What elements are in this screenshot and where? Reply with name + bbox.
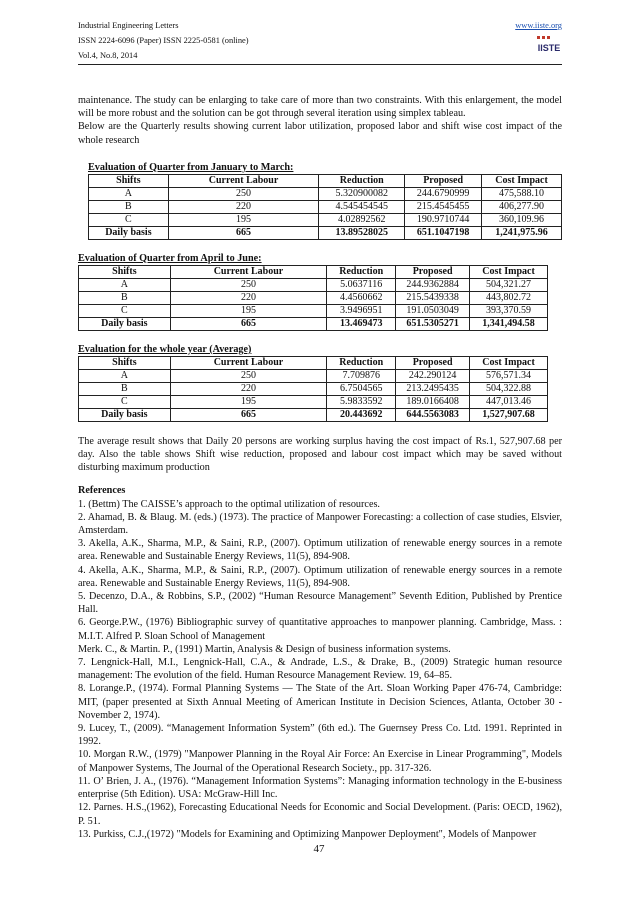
- reference-item: 10. Morgan R.W., (1979) "Manpower Planning in the Royal Air Force: An Exercise in Linear Programming", Models of Manpower Systems, The Journal of the Operational Research Society., pp. 317-326.: [78, 749, 562, 774]
- column-header: Cost Impact: [470, 356, 548, 369]
- column-header: Cost Impact: [482, 174, 562, 187]
- table-row: [79, 278, 548, 291]
- table-cell: C: [79, 395, 171, 408]
- table-row: [89, 213, 562, 226]
- table-cell: Daily basis: [89, 226, 169, 239]
- svg-text:IISTE: IISTE: [537, 43, 561, 53]
- table-cell: 443,802.72: [470, 291, 548, 304]
- column-header: Cost Impact: [470, 265, 548, 278]
- table-row: [79, 395, 548, 408]
- journal-name: Industrial Engineering Letters: [78, 21, 179, 30]
- table-cell: 250: [170, 278, 327, 291]
- column-header: Shifts: [89, 174, 169, 187]
- table-cell: 6.7504565: [327, 382, 396, 395]
- table-cell: 220: [168, 200, 319, 213]
- table-cell: 1,341,494.58: [470, 317, 548, 330]
- table-cell: 665: [170, 317, 327, 330]
- column-header: Proposed: [396, 265, 470, 278]
- table-cell: 651.5305271: [396, 317, 470, 330]
- table-total-row: [79, 408, 548, 421]
- table-cell: 4.4560662: [327, 291, 396, 304]
- table-cell: Daily basis: [79, 317, 171, 330]
- table-cell: C: [79, 304, 171, 317]
- table-total-row: [89, 226, 562, 239]
- table-row: [89, 200, 562, 213]
- reference-item: 9. Lucey, T., (2009). “Management Information System” (6th ed.). The Guernsey Press Co. Ltd. 1991. Reprinted in 1992.: [78, 723, 562, 748]
- intro-paragraph-1: maintenance. The study can be enlarging to take care of more than two constraints. With this enlargement, the model will be more robust and the solution can be got through several iteration using simplex tableau.: [78, 95, 562, 120]
- results-table-q2: [78, 265, 548, 331]
- reference-item: 11. O’ Brien, J. A., (1976). “Management Information Systems”: Managing information technology in the E-business enterprise (5th Edition). USA: McGraw-Hill Inc.: [78, 775, 562, 801]
- table-header-row: [79, 265, 548, 278]
- column-header: Current Labour: [170, 265, 327, 278]
- table-cell: B: [89, 200, 169, 213]
- table-cell: 213.2495435: [396, 382, 470, 395]
- page-body: [78, 94, 562, 841]
- table-caption: Evaluation of Quarter from January to March:: [88, 161, 294, 173]
- table-cell: 20.443692: [327, 408, 396, 421]
- reference-item: 1. (Bettm) The CAISSE’s approach to the optimal utilization of resources.: [78, 498, 380, 510]
- table-cell: 665: [168, 226, 319, 239]
- table-block-1: [88, 161, 562, 240]
- table-cell: 5.320900082: [319, 187, 405, 200]
- table-cell: B: [79, 291, 171, 304]
- table-cell: 504,322.88: [470, 382, 548, 395]
- column-header: Reduction: [319, 174, 405, 187]
- table-cell: 215.4545455: [405, 200, 482, 213]
- table-cell: 244.6790999: [405, 187, 482, 200]
- table-row: [89, 187, 562, 200]
- page-header: [78, 18, 562, 63]
- table-cell: 1,241,975.96: [482, 226, 562, 239]
- header-rule: [78, 64, 562, 65]
- table-block-2: [78, 252, 562, 331]
- table-cell: 189.0166408: [396, 395, 470, 408]
- table-cell: 475,588.10: [482, 187, 562, 200]
- summary-paragraph: The average result shows that Daily 20 persons are working surplus having the cost impact of Rs.1, 527,907.68 per day. Also the table shows Shift wise reduction, proposed and labour cost impact which may be saved without disturbing maximum production: [78, 435, 562, 474]
- table-cell: 13.89528025: [319, 226, 405, 239]
- table-cell: 13.469473: [327, 317, 396, 330]
- reference-item: 12. Parnes. H.S.,(1962), Forecasting Educational Needs for Economic and Social Development. (Paris: OECD, 1962), P. 51.: [78, 802, 562, 827]
- reference-item: 13. Purkiss, C.J.,(1972) "Models for Examining and Optimizing Manpower Deployment", Models of Manpower: [78, 828, 537, 840]
- iiste-logo-icon: [536, 34, 562, 54]
- table-cell: 195: [168, 213, 319, 226]
- table-row: [79, 369, 548, 382]
- table-cell: 242.290124: [396, 369, 470, 382]
- reference-item: 7. Lengnick-Hall, M.I., Lengnick-Hall, C.A., & Andrade, L.S., & Drake, B., (2009) Strategic human resource management: The evolution of the field. Human Resource Management Review. 19, 64–85.: [78, 657, 562, 682]
- table-block-3: [78, 343, 562, 422]
- table-cell: B: [79, 382, 171, 395]
- table-cell: Daily basis: [79, 408, 171, 421]
- references-heading: References: [78, 485, 126, 497]
- table-cell: 447,013.46: [470, 395, 548, 408]
- table-cell: 220: [170, 291, 327, 304]
- table-cell: 3.9496951: [327, 304, 396, 317]
- reference-item: 8. Lorange.P., (1974). Formal Planning Systems — The State of the Art. Sloan Working Paper 476-74, Cambridge: MIT, (paper presented at Sixth Annual Meeting of American Institute in Decision Sciences, Atlanta, October 30 - November 2, 1974).: [78, 683, 562, 721]
- table-cell: 220: [170, 382, 327, 395]
- column-header: Proposed: [396, 356, 470, 369]
- volume-line: Vol.4, No.8, 2014: [78, 51, 138, 60]
- reference-list: [78, 498, 562, 841]
- intro-paragraph-2: Below are the Quarterly results showing current labor utilization, proposed labor and shift wise cost impact of the whole research: [78, 121, 562, 146]
- table-row: [79, 382, 548, 395]
- table-cell: 576,571.34: [470, 369, 548, 382]
- table-header-row: [89, 174, 562, 187]
- table-header-row: [79, 356, 548, 369]
- table-cell: A: [79, 278, 171, 291]
- table-cell: 644.5563083: [396, 408, 470, 421]
- table-cell: 195: [170, 304, 327, 317]
- table-cell: A: [79, 369, 171, 382]
- table-caption: Evaluation for the whole year (Average): [78, 343, 252, 355]
- column-header: Proposed: [405, 174, 482, 187]
- reference-item: 2. Ahamad, B. & Blaug. M. (eds.) (1973). The practice of Manpower Forecasting: a collection of case studies, Elsvier, Amsterdam.: [78, 511, 562, 537]
- table-cell: 7.709876: [327, 369, 396, 382]
- column-header: Reduction: [327, 356, 396, 369]
- results-table-q1: [88, 174, 562, 240]
- table-row: [79, 304, 548, 317]
- reference-item: 4. Akella, A.K., Sharma, M.P., & Saini, R.P., (2007). Optimum utilization of renewable energy sources in a remote area. Renewable and Sustainable Energy Reviews, 11(5), 894-908.: [78, 564, 562, 589]
- reference-item: 5. Decenzo, D.A., & Robbins, S.P., (2002) “Human Resource Management” Seventh Edition, Published by Prentice Hall.: [78, 591, 562, 616]
- reference-item: Merk. C., & Martin. P., (1991) Martin, Analysis & Design of business information systems.: [78, 643, 451, 655]
- table-cell: 393,370.59: [470, 304, 548, 317]
- table-cell: 406,277.90: [482, 200, 562, 213]
- table-caption: Evaluation of Quarter from April to June:: [78, 252, 262, 264]
- table-cell: 4.02892562: [319, 213, 405, 226]
- table-cell: 244.9362884: [396, 278, 470, 291]
- column-header: Current Labour: [170, 356, 327, 369]
- table-cell: 191.0503049: [396, 304, 470, 317]
- table-cell: 250: [168, 187, 319, 200]
- column-header: Shifts: [79, 265, 171, 278]
- table-cell: 665: [170, 408, 327, 421]
- table-cell: 190.9710744: [405, 213, 482, 226]
- table-cell: 215.5439338: [396, 291, 470, 304]
- table-cell: A: [89, 187, 169, 200]
- reference-item: 3. Akella, A.K., Sharma, M.P., & Saini, R.P., (2007). Optimum utilization of renewable energy sources in a remote area. Renewable and Sustainable Energy Reviews, 11(5), 894-908.: [78, 538, 562, 563]
- table-cell: 1,527,907.68: [470, 408, 548, 421]
- table-cell: 504,321.27: [470, 278, 548, 291]
- table-cell: 250: [170, 369, 327, 382]
- table-cell: 5.9833592: [327, 395, 396, 408]
- table-cell: 195: [170, 395, 327, 408]
- table-row: [79, 291, 548, 304]
- table-cell: 4.545454545: [319, 200, 405, 213]
- table-cell: 5.0637116: [327, 278, 396, 291]
- journal-url-link[interactable]: www.iiste.org: [515, 21, 562, 30]
- table-total-row: [79, 317, 548, 330]
- page-number: 47: [313, 843, 325, 855]
- reference-item: 6. George.P.W., (1976) Bibliographic survey of quantitative approaches to manpower planning. Cambridge, Mass. : M.I.T. Alfred P. Sloan School of Management: [78, 617, 562, 642]
- column-header: Current Labour: [168, 174, 319, 187]
- table-cell: 360,109.96: [482, 213, 562, 226]
- issn-line: ISSN 2224-6096 (Paper) ISSN 2225-0581 (online): [78, 36, 249, 45]
- table-cell: 651.1047198: [405, 226, 482, 239]
- column-header: Reduction: [327, 265, 396, 278]
- table-cell: C: [89, 213, 169, 226]
- column-header: Shifts: [79, 356, 171, 369]
- results-table-year: [78, 356, 548, 422]
